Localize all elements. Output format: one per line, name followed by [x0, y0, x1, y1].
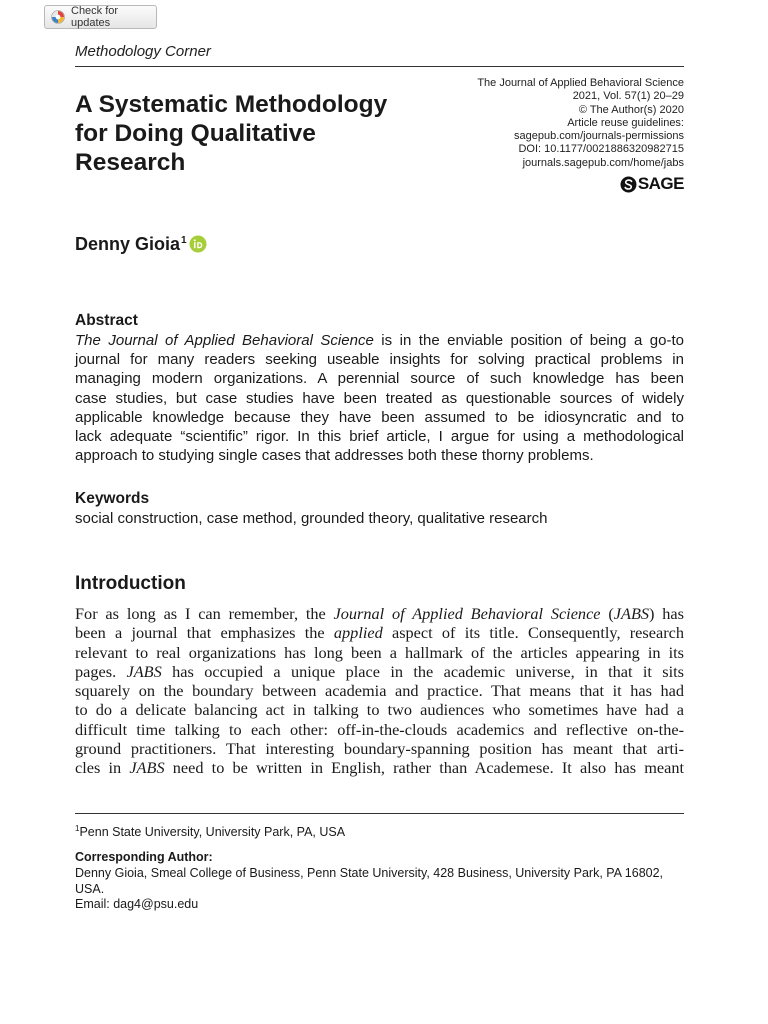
journal-name: The Journal of Applied Behavioral Science — [477, 77, 684, 89]
abstract-line: journal for many readers seeking useable insights for solving practical problems in — [75, 351, 684, 369]
orcid-icon[interactable] — [189, 235, 207, 253]
corresponding-email[interactable]: Email: dag4@psu.edu — [75, 897, 199, 911]
article-title — [75, 90, 465, 177]
jabs-italic: JABS — [613, 604, 650, 623]
copyright: © The Author(s) 2020 — [578, 103, 684, 116]
journal-home-link[interactable]: journals.sagepub.com/home/jabs — [522, 156, 684, 169]
author-name[interactable]: Denny Gioia — [75, 234, 181, 254]
body-line: For as long as I can remember, the Journal of Applied Behavioral Science (JABS) has — [75, 604, 684, 623]
keywords-heading: Keywords — [75, 490, 150, 507]
corresponding-country: USA. — [75, 881, 105, 896]
keywords-text: social construction, case method, grounded theory, qualitative research — [75, 510, 548, 527]
body-line: relevant to real organizations has long been a hallmark of the articles appearing in its — [75, 642, 684, 662]
crossmark-icon — [51, 10, 65, 24]
journal-volume: 2021, Vol. 57(1) 20–29 — [572, 90, 684, 103]
body-line: to do a delicate balancing act in talking to two audiences who sometimes have had a — [75, 700, 684, 720]
footnote-marker: 1 — [75, 824, 80, 833]
applied-italic: applied — [333, 623, 383, 643]
check-for-updates-button[interactable] — [44, 5, 157, 29]
journal-info — [477, 77, 684, 170]
body-line: squarely on the boundary between academia and practice. That means that it has had — [75, 681, 684, 701]
abstract-line: case studies, but case studies have been treated as questionable sources of widely — [75, 389, 684, 407]
author-line — [75, 234, 207, 255]
body-line: been a journal that emphasizes the applied aspect of its title. Consequently, research — [75, 623, 684, 643]
abstract-line-text: is in the enviable position of being a go-to — [373, 332, 684, 349]
body-line: ground practitioners. That interesting boundary-spanning position has meant that arti- — [75, 739, 684, 759]
abstract-text — [75, 331, 684, 465]
section-label: Methodology Corner — [75, 43, 211, 60]
corresponding-author-details — [75, 866, 684, 913]
reuse-label: Article reuse guidelines: — [567, 116, 684, 129]
abstract-line: applicable knowledge because they have been assumed to be idiosyncratic and to — [75, 408, 684, 426]
journal-title-italic: Journal of Applied Behavioral Science — [333, 604, 601, 623]
abstract-line: lack adequate “scientific” rigor. In this brief article, I argue for using a methodological — [75, 428, 684, 446]
sage-emblem-icon — [620, 176, 637, 193]
title-line: A Systematic Methodology — [75, 91, 388, 118]
journal-title-italic: The Journal of Applied Behavioral Science — [75, 332, 374, 349]
header-rule — [75, 66, 684, 67]
check-for-updates-label: Check for updates — [71, 5, 119, 29]
permissions-link[interactable]: sagepub.com/journals-permissions — [514, 130, 684, 143]
abstract-heading: Abstract — [75, 312, 138, 329]
title-line: for Doing Qualitative — [75, 120, 316, 147]
title-line: Research — [75, 149, 186, 176]
affiliation-marker: 1 — [181, 235, 187, 246]
jabs-italic: JABS — [126, 661, 162, 681]
sage-wordmark: SAGE — [637, 174, 684, 193]
corresponding-address: Denny Gioia, Smeal College of Business, Penn State University, 428 Business, University Park, PA 16802, — [75, 866, 664, 880]
footnote-text: Penn State University, University Park, PA, USA — [79, 825, 346, 840]
introduction-body — [75, 604, 684, 778]
affiliation-footnote — [75, 824, 345, 839]
body-line: cles in JABS need to be written in English, rather than Academese. It also has meant — [75, 758, 684, 778]
body-line: difficult time talking to each other: off-in-the-clouds academics and reflective on-the- — [75, 719, 684, 739]
jabs-italic: JABS — [129, 758, 165, 778]
abstract-line: managing modern organizations. A perennial source of such knowledge has been — [75, 370, 684, 388]
corresponding-author-heading: Corresponding Author: — [75, 850, 213, 864]
abstract-line — [75, 331, 684, 350]
introduction-heading: Introduction — [75, 573, 186, 594]
footnote-rule — [75, 813, 684, 814]
abstract-line: approach to studying single cases that addresses both these thorny problems. — [75, 447, 594, 465]
doi-link[interactable]: DOI: 10.1177/0021886320982715 — [518, 143, 684, 156]
sage-logo — [620, 174, 684, 194]
body-line: pages. JABS has occupied a unique place in the academic universe, in that it sits — [75, 661, 684, 681]
